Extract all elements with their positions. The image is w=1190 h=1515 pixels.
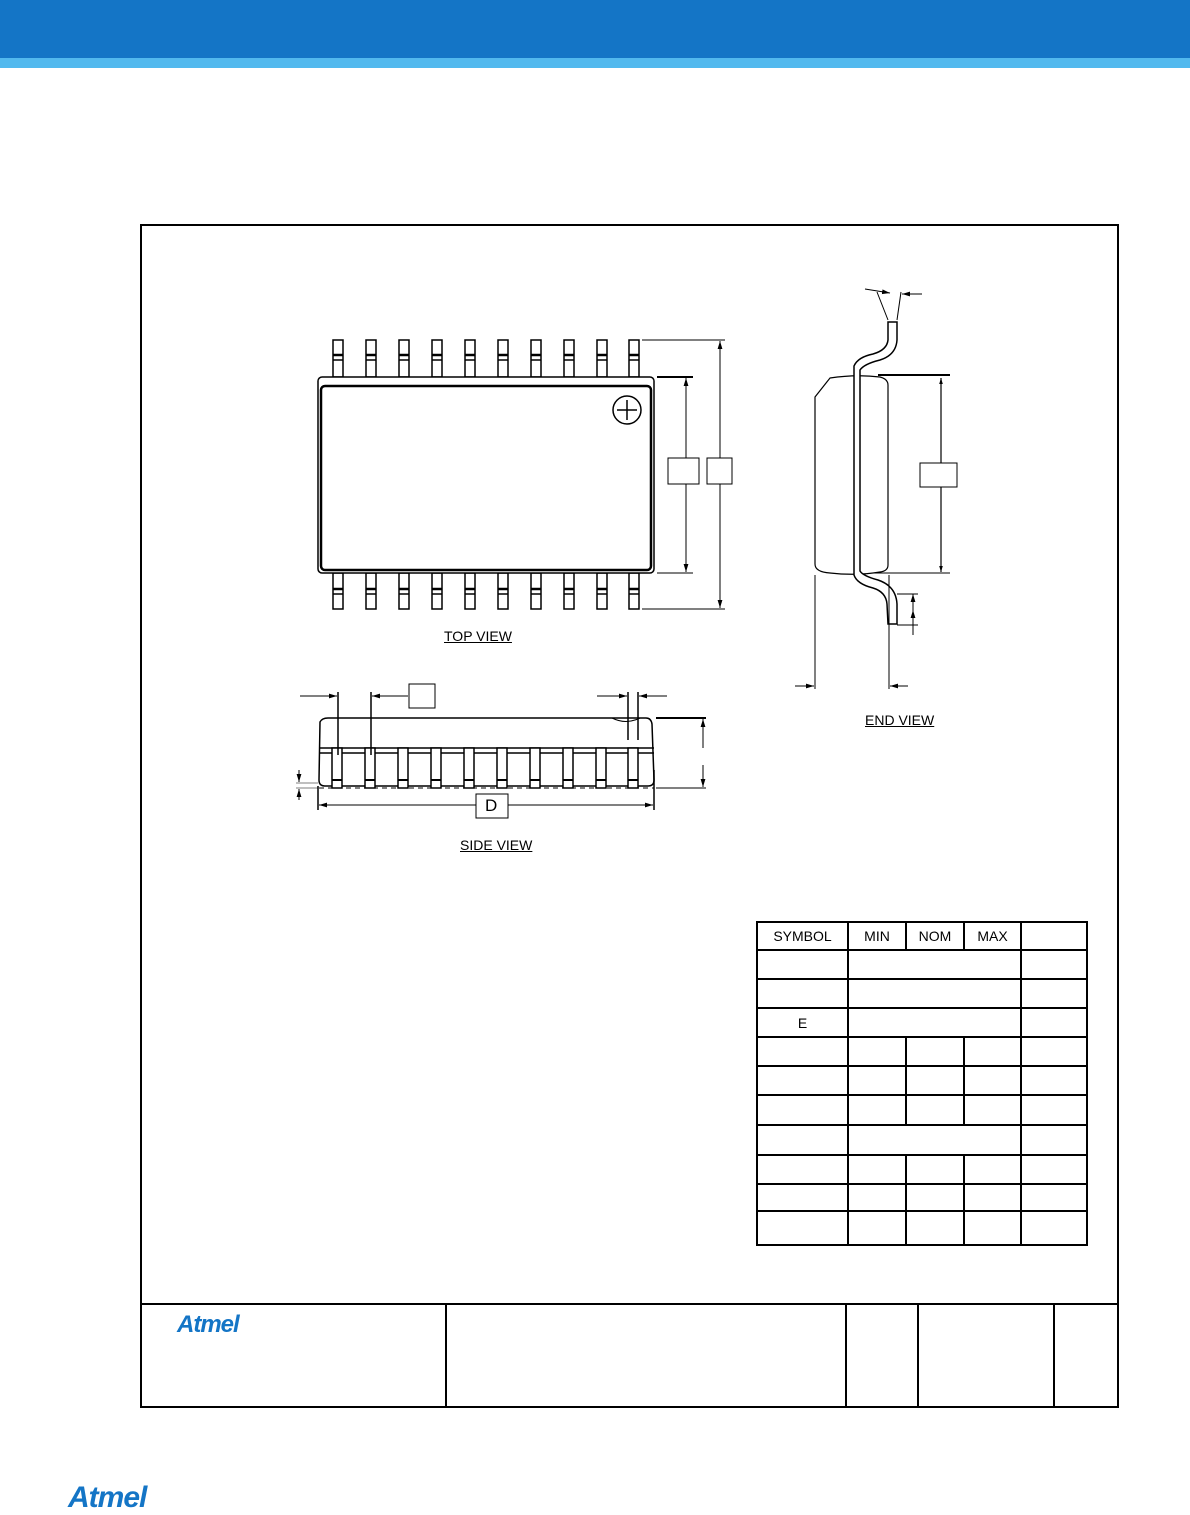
table-row bbox=[757, 979, 1087, 1008]
table-row bbox=[757, 1037, 1087, 1066]
dimension-table bbox=[756, 921, 1088, 1246]
row-symbol bbox=[757, 1095, 848, 1125]
row-symbol bbox=[757, 1037, 848, 1066]
table-header-row bbox=[757, 922, 1087, 950]
table-row bbox=[757, 1184, 1087, 1211]
top-body-outer bbox=[318, 377, 654, 573]
dim-box-h bbox=[707, 458, 732, 484]
row-symbol bbox=[757, 979, 848, 1008]
table-row bbox=[757, 1155, 1087, 1184]
row-symbol bbox=[757, 1155, 848, 1184]
table-row bbox=[757, 950, 1087, 979]
header-nom: NOM bbox=[906, 922, 964, 950]
table-row bbox=[757, 1211, 1087, 1245]
row-symbol bbox=[757, 1125, 848, 1155]
table-row bbox=[757, 1008, 1087, 1037]
header-max: MAX bbox=[964, 922, 1021, 950]
dim-box-e1 bbox=[668, 458, 699, 484]
table-row bbox=[757, 1125, 1087, 1155]
row-symbol bbox=[757, 1184, 848, 1211]
header-symbol: SYMBOL bbox=[757, 922, 848, 950]
header-note bbox=[1021, 922, 1087, 950]
header-min: MIN bbox=[848, 922, 906, 950]
title-block-logo: Atmel bbox=[177, 1311, 239, 1338]
row-symbol bbox=[757, 950, 848, 979]
row-symbol: E bbox=[757, 1008, 848, 1037]
top-pins-upper bbox=[333, 340, 639, 377]
top-view bbox=[318, 340, 732, 609]
end-view-label: END VIEW bbox=[865, 712, 935, 728]
dim-box-e bbox=[920, 463, 957, 487]
end-view bbox=[795, 289, 957, 689]
top-view-label: TOP VIEW bbox=[444, 628, 512, 644]
side-view bbox=[296, 684, 706, 818]
row-symbol bbox=[757, 1066, 848, 1095]
footer-logo: Atmel bbox=[68, 1481, 147, 1514]
row-symbol bbox=[757, 1211, 848, 1245]
table-row bbox=[757, 1066, 1087, 1095]
pin1-marker-icon bbox=[613, 396, 641, 424]
table-row bbox=[757, 1095, 1087, 1125]
top-pins-lower bbox=[333, 573, 639, 609]
dim-label-d: D bbox=[485, 796, 498, 815]
dim-box-e-pitch bbox=[409, 684, 435, 708]
side-view-label: SIDE VIEW bbox=[460, 837, 533, 853]
